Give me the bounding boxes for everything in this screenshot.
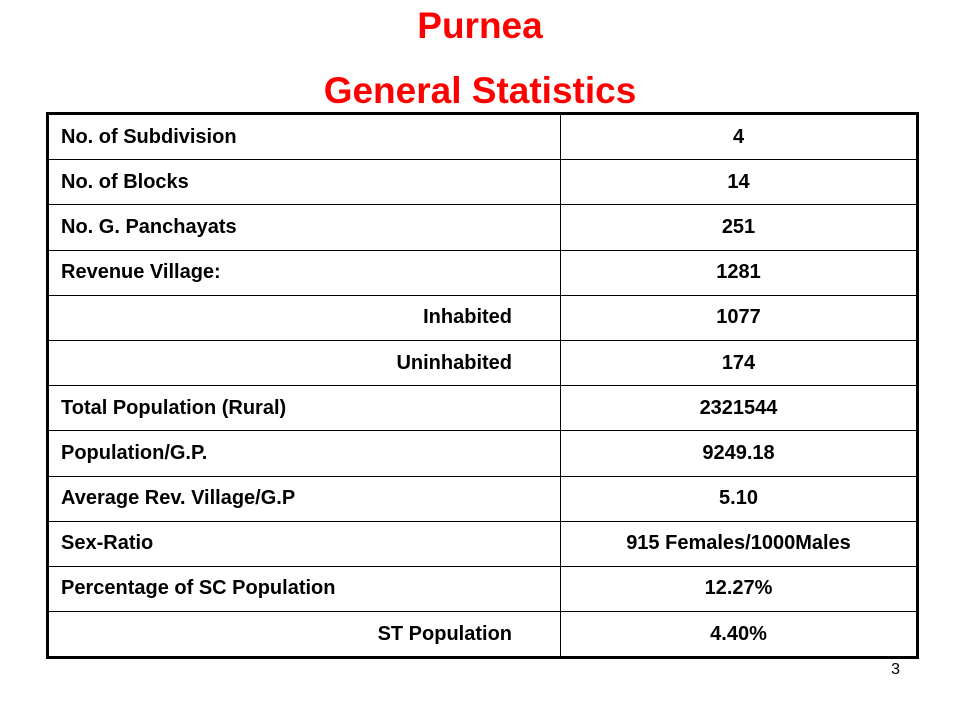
stat-value: 1077	[561, 295, 918, 340]
table-row	[48, 566, 918, 611]
stat-label: No. of Subdivision	[48, 114, 561, 160]
stat-label: Inhabited	[48, 295, 561, 340]
stat-label: Average Rev. Village/G.P	[48, 476, 561, 521]
table-row	[48, 612, 918, 658]
table-row	[48, 114, 918, 160]
general-statistics-table	[46, 112, 919, 659]
table-row	[48, 476, 918, 521]
stats-table-body	[48, 114, 918, 658]
stat-label: Uninhabited	[48, 340, 561, 385]
stat-value: 9249.18	[561, 431, 918, 476]
stat-value: 1281	[561, 250, 918, 295]
stat-value: 2321544	[561, 386, 918, 431]
stat-value: 14	[561, 160, 918, 205]
slide-title-line2: General Statistics	[323, 70, 637, 111]
stat-value: 251	[561, 205, 918, 250]
table-row	[48, 160, 918, 205]
stat-value: 4.40%	[561, 612, 918, 658]
stat-value: 12.27%	[561, 566, 918, 611]
stat-label: Population/G.P.	[48, 431, 561, 476]
table-row	[48, 431, 918, 476]
table-row	[48, 250, 918, 295]
stat-value: 5.10	[561, 476, 918, 521]
table-row	[48, 295, 918, 340]
table-row	[48, 340, 918, 385]
table-row	[48, 205, 918, 250]
table-row	[48, 521, 918, 566]
stat-label: No. of Blocks	[48, 160, 561, 205]
stat-value: 915 Females/1000Males	[561, 521, 918, 566]
stat-label: Percentage of SC Population	[48, 566, 561, 611]
page-number: 3	[891, 661, 900, 678]
stat-value: 4	[561, 114, 918, 160]
stat-label: Total Population (Rural)	[48, 386, 561, 431]
stat-label: No. G. Panchayats	[48, 205, 561, 250]
slide-title-line1: Purnea	[417, 5, 543, 46]
table-row	[48, 386, 918, 431]
stat-value: 174	[561, 340, 918, 385]
stat-label: Revenue Village:	[48, 250, 561, 295]
stat-label: ST Population	[48, 612, 561, 658]
stat-label: Sex-Ratio	[48, 521, 561, 566]
